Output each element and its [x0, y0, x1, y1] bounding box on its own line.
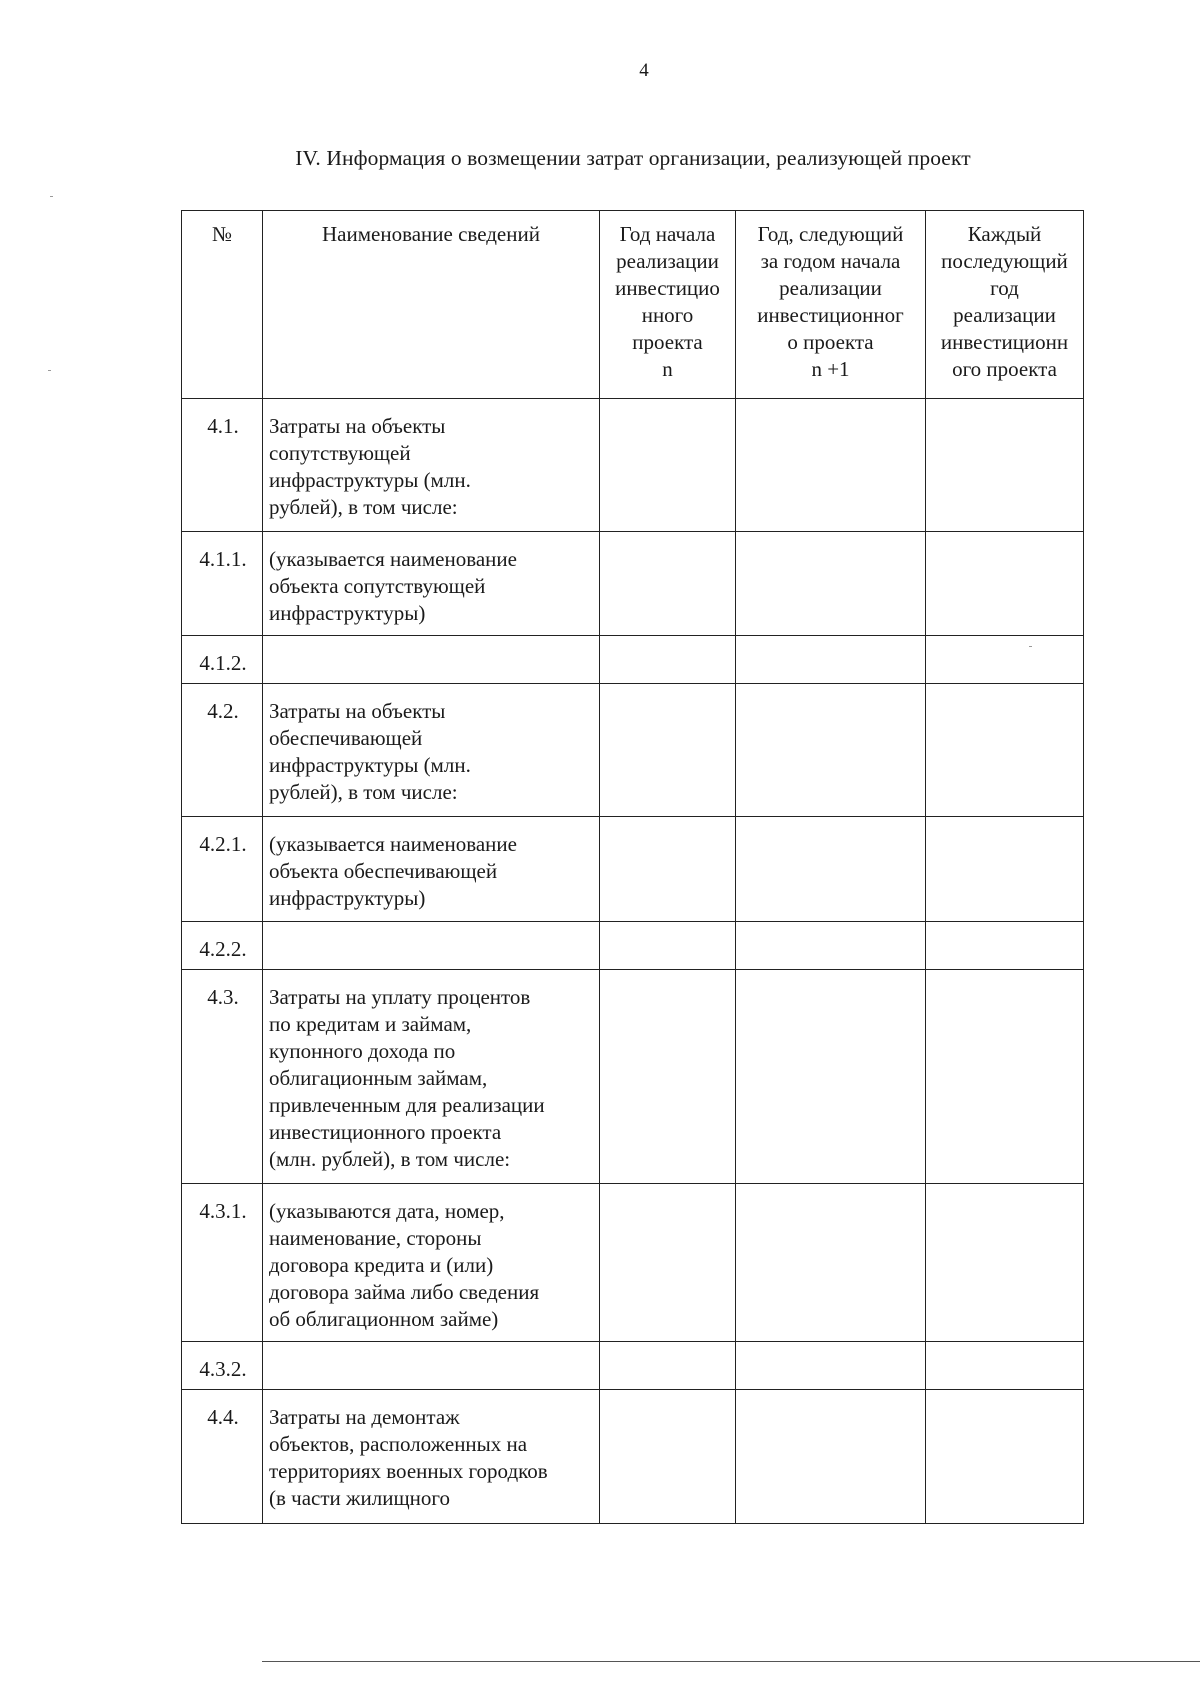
value-cell [926, 636, 1084, 684]
row-number: 4.3.2. [182, 1342, 263, 1390]
value-cell [600, 970, 736, 1184]
row-number: 4.1.2. [182, 636, 263, 684]
value-cell [736, 1184, 926, 1342]
row-number: 4.1.1. [182, 532, 263, 636]
value-cell [926, 399, 1084, 532]
header-cell-year-n-plus-1: Год, следующий за годом начала реализации инвестиционног о проекта n +1 [736, 211, 926, 399]
value-cell [736, 970, 926, 1184]
row-name: Затраты на объекты сопутствующей инфраструктуры (млн. рублей), в том числе: [263, 399, 600, 532]
table-row [182, 684, 1084, 817]
value-cell [736, 1390, 926, 1524]
table-row [182, 922, 1084, 970]
value-cell [736, 684, 926, 817]
scan-speck [48, 370, 51, 371]
value-cell [926, 922, 1084, 970]
table-row [182, 970, 1084, 1184]
section-title: IV. Информация о возмещении затрат организации, реализующей проект [295, 146, 971, 170]
row-name: Затраты на демонтаж объектов, расположенных на территориях военных городков (в части жилищного [263, 1390, 600, 1524]
table-row [182, 1184, 1084, 1342]
row-number: 4.2.1. [182, 817, 263, 922]
table-row [182, 399, 1084, 532]
bottom-rule [262, 1661, 1200, 1662]
table-row [182, 817, 1084, 922]
value-cell [736, 1342, 926, 1390]
value-cell [926, 684, 1084, 817]
table-row [182, 1390, 1084, 1524]
row-number: 4.1. [182, 399, 263, 532]
row-number: 4.3.1. [182, 1184, 263, 1342]
value-cell [600, 399, 736, 532]
row-name: (указывается наименование объекта сопутствующей инфраструктуры) [263, 532, 600, 636]
row-number: 4.3. [182, 970, 263, 1184]
value-cell [926, 1390, 1084, 1524]
costs-table [181, 210, 1084, 1524]
value-cell [926, 970, 1084, 1184]
row-name: Затраты на объекты обеспечивающей инфраструктуры (млн. рублей), в том числе: [263, 684, 600, 817]
scan-speck [1029, 646, 1032, 647]
header-row [182, 211, 1084, 399]
page-number: 4 [639, 60, 649, 81]
row-name [263, 922, 600, 970]
header-cell-number: № [182, 211, 263, 399]
row-number: 4.4. [182, 1390, 263, 1524]
value-cell [600, 1390, 736, 1524]
row-number: 4.2.2. [182, 922, 263, 970]
value-cell [736, 636, 926, 684]
row-name: (указывается наименование объекта обеспечивающей инфраструктуры) [263, 817, 600, 922]
value-cell [736, 399, 926, 532]
value-cell [926, 532, 1084, 636]
header-cell-name: Наименование сведений [263, 211, 600, 399]
table-row [182, 1342, 1084, 1390]
value-cell [600, 922, 736, 970]
row-name [263, 636, 600, 684]
value-cell [926, 1342, 1084, 1390]
table-row [182, 532, 1084, 636]
row-name: Затраты на уплату процентов по кредитам и займам, купонного дохода по облигационным займам, привлеченным для реализации инвестиционного проекта (млн. рублей), в том числе: [263, 970, 600, 1184]
row-name: (указываются дата, номер, наименование, стороны договора кредита и (или) договора займа либо сведения об облигационном займе) [263, 1184, 600, 1342]
value-cell [600, 636, 736, 684]
value-cell [600, 817, 736, 922]
scan-speck [50, 196, 53, 197]
row-name [263, 1342, 600, 1390]
header-cell-year-n: Год начала реализации инвестицио нного проекта n [600, 211, 736, 399]
value-cell [926, 817, 1084, 922]
value-cell [600, 684, 736, 817]
value-cell [600, 532, 736, 636]
value-cell [926, 1184, 1084, 1342]
table-row [182, 636, 1084, 684]
value-cell [600, 1342, 736, 1390]
value-cell [736, 922, 926, 970]
value-cell [736, 532, 926, 636]
header-cell-each-following-year: Каждый последующий год реализации инвестиционн ого проекта [926, 211, 1084, 399]
row-number: 4.2. [182, 684, 263, 817]
value-cell [736, 817, 926, 922]
value-cell [600, 1184, 736, 1342]
